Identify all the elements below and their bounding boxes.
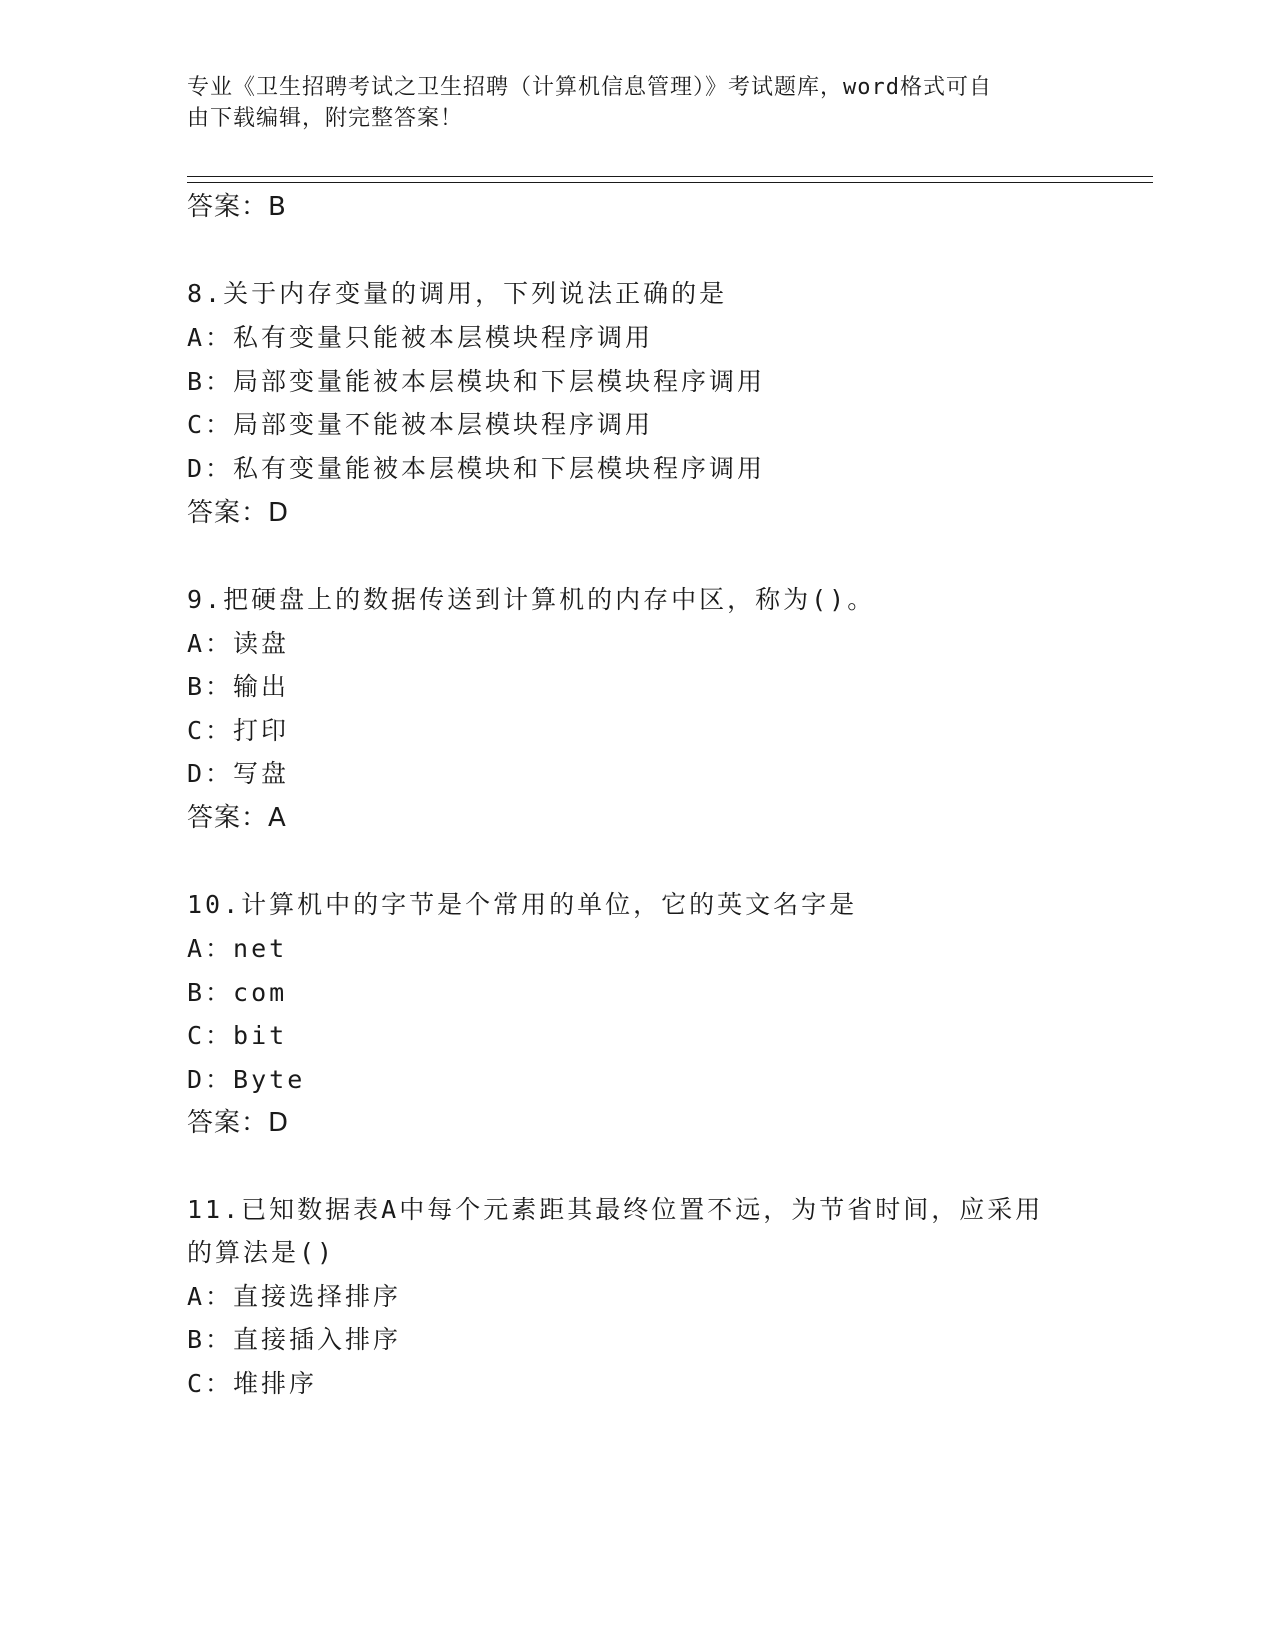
question-11-option-a: A：直接选择排序 (187, 1282, 402, 1311)
header-divider-top (187, 176, 1153, 177)
header-divider-bottom (187, 182, 1153, 183)
question-11-stem-line-1: 11.已知数据表A中每个元素距其最终位置不远，为节省时间，应采用 (187, 1195, 1044, 1224)
question-9-option-a: A：读盘 (187, 629, 290, 658)
header-line-2: 由下载编辑，附完整答案！ (187, 106, 464, 131)
question-9-stem: 9.把硬盘上的数据传送到计算机的内存中区，称为()。 (187, 585, 876, 614)
question-10-option-d: D：Byte (187, 1065, 306, 1094)
question-9-option-c: C：打印 (187, 716, 290, 745)
question-8-stem: 8.关于内存变量的调用，下列说法正确的是 (187, 279, 728, 308)
document-header (187, 72, 1087, 134)
header-line-1: 专业《卫生招聘考试之卫生招聘（计算机信息管理）》考试题库，word格式可自 (187, 75, 992, 100)
question-10-stem: 10.计算机中的字节是个常用的单位，它的英文名字是 (187, 890, 858, 919)
question-8-option-c: C：局部变量不能被本层模块程序调用 (187, 410, 654, 439)
question-10-option-b: B：com (187, 978, 288, 1007)
question-10-option-a: A：net (187, 934, 288, 963)
question-10-answer: 答案：D (187, 1108, 290, 1138)
question-8-answer: 答案：D (187, 498, 290, 528)
question-8-option-d: D：私有变量能被本层模块和下层模块程序调用 (187, 454, 766, 483)
question-9-option-d: D：写盘 (187, 759, 290, 788)
question-9-option-b: B：输出 (187, 672, 290, 701)
question-11-option-c: C：堆排序 (187, 1369, 318, 1398)
answer-previous: 答案：B (187, 192, 287, 222)
question-10-option-c: C：bit (187, 1021, 288, 1050)
question-11-option-b: B：直接插入排序 (187, 1325, 402, 1354)
question-8-option-b: B：局部变量能被本层模块和下层模块程序调用 (187, 367, 766, 396)
question-9-answer: 答案：A (187, 803, 287, 833)
question-11-stem-line-2: 的算法是() (187, 1238, 336, 1267)
question-8-option-a: A：私有变量只能被本层模块程序调用 (187, 323, 654, 352)
